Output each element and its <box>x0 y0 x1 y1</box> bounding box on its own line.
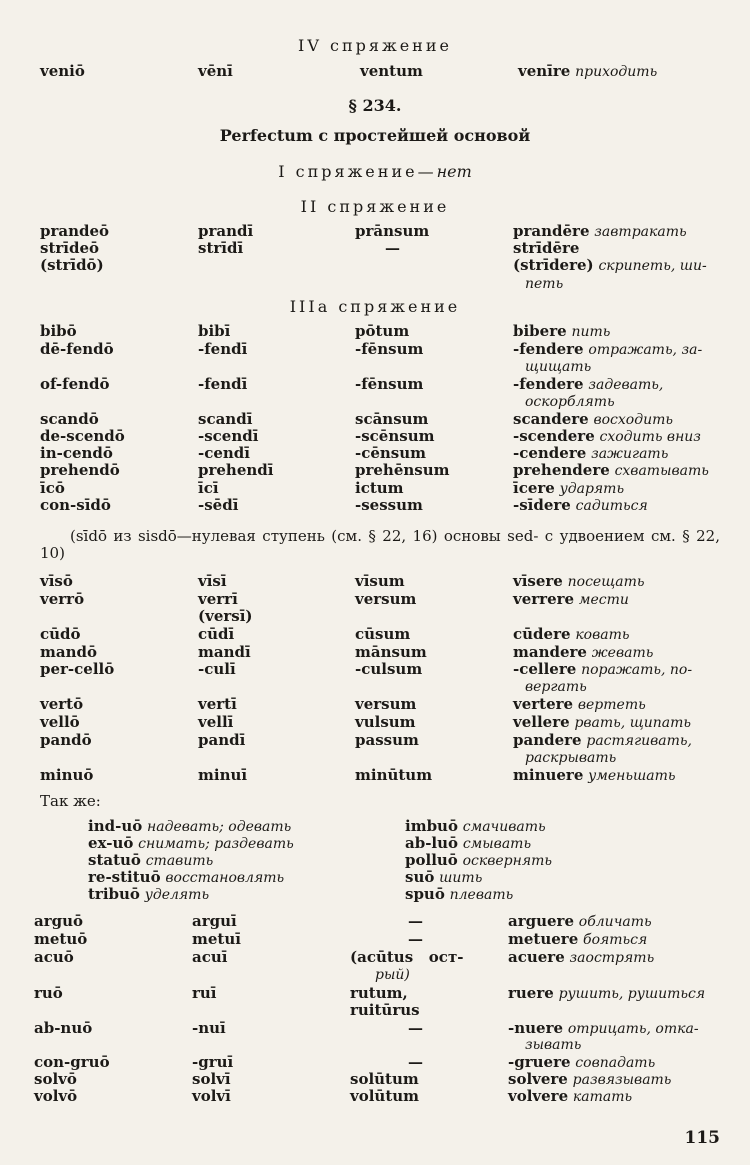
cell: cūsum <box>355 625 411 643</box>
table-row <box>0 240 750 258</box>
lat: (strīdere) <box>513 256 594 274</box>
cell <box>513 767 676 785</box>
cell: ruī <box>192 984 217 1002</box>
cell: passum <box>355 731 419 749</box>
cell: pandī <box>198 731 246 749</box>
rus: надевать; одевать <box>147 819 292 835</box>
rus: уменьшать <box>588 768 676 784</box>
cell: — <box>408 930 423 948</box>
cell <box>513 696 646 714</box>
lat: -scendere <box>513 427 595 445</box>
rus: ударять <box>559 481 625 497</box>
list-item <box>88 886 209 904</box>
cell: -nuī <box>192 1019 226 1037</box>
lat: arguere <box>508 912 575 930</box>
cell <box>513 497 648 515</box>
cell: metuō <box>34 930 88 948</box>
lat: -cendere <box>513 444 587 462</box>
rus: смачивать <box>462 819 546 835</box>
rus: рвать, щипать <box>574 715 691 731</box>
lat: cūdere <box>513 625 571 643</box>
cell <box>513 376 663 394</box>
cell: -fēnsum <box>355 375 424 393</box>
lat: ex-uō <box>88 834 134 852</box>
cell: acuī <box>192 948 228 966</box>
rus: восходить <box>593 412 673 428</box>
table-row <box>0 913 750 931</box>
table-row <box>0 608 750 626</box>
cell: bibī <box>198 322 231 340</box>
cell <box>508 931 647 949</box>
cell <box>513 714 691 732</box>
cell: prehēnsum <box>355 461 450 479</box>
cell: -sessum <box>355 496 423 514</box>
cell: versum <box>355 695 417 713</box>
cell: cūdī <box>198 625 235 643</box>
cell: scandī <box>198 410 253 428</box>
rus: ставить <box>145 853 214 869</box>
rus: рушить, рушиться <box>558 986 706 1002</box>
cell <box>513 573 644 591</box>
conj1-title <box>0 162 750 181</box>
lat: -gruere <box>508 1053 571 1071</box>
tak-zhe-label: Так же: <box>40 792 101 810</box>
lat: -fendere <box>513 340 584 358</box>
cell: veniō <box>40 62 85 80</box>
cell: metuī <box>192 930 241 948</box>
cell: -scēnsum <box>355 427 435 445</box>
cell: vertō <box>40 695 84 713</box>
continuation: вергать <box>525 679 587 695</box>
table-row <box>0 497 750 515</box>
cell: ruō <box>34 984 63 1002</box>
cell: (strīdō) <box>40 256 104 274</box>
lat: re-stituō <box>88 868 161 886</box>
table-row <box>0 257 750 275</box>
rus: приходить <box>575 64 658 80</box>
rus: шить <box>439 870 483 886</box>
rus: посещать <box>567 574 645 590</box>
cell: -scendī <box>198 427 259 445</box>
rus: садиться <box>575 498 648 514</box>
cell: arguī <box>192 912 237 930</box>
rus: совпадать <box>575 1055 656 1071</box>
lat: imbuō <box>405 817 458 835</box>
cell: mandō <box>40 643 97 661</box>
table-row <box>0 661 750 679</box>
lat: spuō <box>405 885 445 903</box>
cell: acuō <box>34 948 74 966</box>
lat: vellere <box>513 713 570 731</box>
cell <box>513 462 709 480</box>
lat: īcere <box>513 479 555 497</box>
lat: prehendere <box>513 461 610 479</box>
cell: -cendī <box>198 444 250 462</box>
rus: восстановлять <box>165 870 285 886</box>
cell: vellō <box>40 713 80 731</box>
cell: pandō <box>40 731 92 749</box>
note-paragraph: (sīdō из sisdō—нулевая ступень (см. § 22, 16) основы sed- с удвоением см. § 22, 10) <box>40 527 720 562</box>
perfectum-title: Perfectum с простейшей основой <box>219 126 531 145</box>
rus: развязывать <box>572 1072 672 1088</box>
cell <box>508 985 705 1003</box>
table-row <box>0 323 750 341</box>
list-item <box>405 886 513 904</box>
rus: смывать <box>462 836 532 852</box>
conj1-none: нет <box>436 162 472 181</box>
rus: растягивать, <box>586 733 693 749</box>
cell: de-scendō <box>40 427 125 445</box>
cell: mandī <box>198 643 251 661</box>
cell <box>508 913 652 931</box>
lat: volvere <box>508 1087 569 1105</box>
lat: metuere <box>508 930 579 948</box>
cell: solvī <box>192 1070 231 1088</box>
continuation: зывать <box>525 1037 582 1053</box>
table-row <box>0 931 750 949</box>
cell: con-gruō <box>34 1053 110 1071</box>
lat: ind-uō <box>88 817 143 835</box>
conj1-label: I спряжение— <box>278 162 437 181</box>
rus: бояться <box>583 932 648 948</box>
cell: minuī <box>198 766 248 784</box>
cell: -cēnsum <box>355 444 427 462</box>
cell: (acūtus ост- <box>350 948 464 966</box>
lat: solvere <box>508 1070 568 1088</box>
rus: пить <box>571 324 611 340</box>
table-row <box>0 591 750 609</box>
lat: -fendere <box>513 375 584 393</box>
cell: īcī <box>198 479 219 497</box>
cell: in-cendō <box>40 444 113 462</box>
cell: volvī <box>192 1087 231 1105</box>
table-row <box>0 376 750 394</box>
cell: con-sīdō <box>40 496 111 514</box>
cell: — <box>385 239 400 257</box>
rus: обличать <box>578 914 652 930</box>
cell: vulsum <box>355 713 416 731</box>
lat: -nuere <box>508 1019 564 1037</box>
lat: ruere <box>508 984 554 1002</box>
table-row <box>0 767 750 785</box>
continuation: петь <box>525 276 564 292</box>
cell: -culī <box>198 660 236 678</box>
rus: уделять <box>144 887 210 903</box>
lat: statuō <box>88 851 141 869</box>
cell: prānsum <box>355 222 430 240</box>
cell: -fendī <box>198 375 248 393</box>
cell: -sēdī <box>198 496 239 514</box>
cell: prehendī <box>198 461 274 479</box>
cell: prehendō <box>40 461 120 479</box>
rus: отрицать, отка- <box>567 1021 699 1037</box>
rus: ковать <box>575 627 630 643</box>
cell <box>513 323 610 341</box>
cell: vertī <box>198 695 237 713</box>
rus: схватывать <box>614 463 709 479</box>
cell <box>513 661 692 679</box>
lat: vīsere <box>513 572 563 590</box>
table-row <box>0 223 750 241</box>
cell: per-cellō <box>40 660 115 678</box>
cell: vīsī <box>198 572 227 590</box>
lat: vertere <box>513 695 574 713</box>
rus: заострять <box>569 950 655 966</box>
cell <box>508 1088 632 1106</box>
cell: bibō <box>40 322 77 340</box>
rus: вертеть <box>577 697 646 713</box>
cell: — <box>408 912 423 930</box>
continuation: рый) <box>375 967 410 983</box>
cell: dē-fendō <box>40 340 114 358</box>
cell: ruitūrus <box>350 1001 420 1019</box>
table-row <box>0 949 750 967</box>
cell: volvō <box>34 1087 78 1105</box>
lat: minuere <box>513 766 584 784</box>
table-row <box>0 462 750 480</box>
rus: поражать, по- <box>581 662 693 678</box>
cell: ab-nuō <box>34 1019 93 1037</box>
cell <box>518 63 657 81</box>
cell: rutum, <box>350 984 408 1002</box>
cell: vīsō <box>40 572 73 590</box>
conj4-row <box>0 63 750 81</box>
lat: polluō <box>405 851 458 869</box>
lat: bibere <box>513 322 567 340</box>
continuation: раскрывать <box>525 750 617 766</box>
table-row <box>0 696 750 714</box>
rus: жевать <box>591 645 654 661</box>
continuation: щищать <box>525 359 592 375</box>
cell: scandō <box>40 410 99 428</box>
cell: -culsum <box>355 660 423 678</box>
table-row <box>0 1002 750 1020</box>
lat: venīre <box>518 62 571 80</box>
cell <box>513 591 629 609</box>
cell: verrī <box>198 590 238 608</box>
rus: мести <box>578 592 629 608</box>
table-row <box>0 573 750 591</box>
lat: suō <box>405 868 435 886</box>
conj3a-title: IIIa спряжение <box>289 297 461 316</box>
table-row <box>0 732 750 750</box>
cell <box>508 1020 699 1038</box>
conj2-title: II спряжение <box>300 197 450 216</box>
cell: īcō <box>40 479 65 497</box>
table-row <box>0 626 750 644</box>
cell: — <box>408 1019 423 1037</box>
rus: завтракать <box>594 224 687 240</box>
lat: -cellere <box>513 660 577 678</box>
cell: vellī <box>198 713 234 731</box>
cell: strīdeō <box>40 239 100 257</box>
cell <box>508 949 654 967</box>
continuation: оскорблять <box>525 394 615 410</box>
rus: катать <box>572 1089 633 1105</box>
cell: -fēnsum <box>355 340 424 358</box>
cell: prandeō <box>40 222 110 240</box>
cell: of-fendō <box>40 375 110 393</box>
cell: vēnī <box>198 62 233 80</box>
cell: pōtum <box>355 322 410 340</box>
lat: verrere <box>513 590 575 608</box>
rus: снимать; раздевать <box>138 836 294 852</box>
lat: prandēre <box>513 222 590 240</box>
lat: scandere <box>513 410 589 428</box>
rus: плевать <box>449 887 514 903</box>
cell: — <box>408 1053 423 1071</box>
list-row <box>0 886 750 904</box>
cell: -fendī <box>198 340 248 358</box>
rus: осквернять <box>462 853 553 869</box>
rus: зажигать <box>591 446 669 462</box>
table-row <box>0 1088 750 1106</box>
table-row <box>0 714 750 732</box>
lat: acuere <box>508 948 565 966</box>
cell: strīdī <box>198 239 244 257</box>
cell: -gruī <box>192 1053 234 1071</box>
cell: vīsum <box>355 572 405 590</box>
cell <box>513 341 702 359</box>
rus: задевать, <box>588 377 664 393</box>
cell: ventum <box>360 62 423 80</box>
table-row <box>0 1020 750 1038</box>
cell: ictum <box>355 479 404 497</box>
table-row <box>0 341 750 359</box>
cell <box>513 732 692 750</box>
lat: pandere <box>513 731 582 749</box>
cell: cūdō <box>40 625 81 643</box>
cell <box>513 257 707 275</box>
rus: скрипеть, ши- <box>598 258 707 274</box>
cell: solvō <box>34 1070 77 1088</box>
cell: verrō <box>40 590 85 608</box>
rus: отражать, за- <box>588 342 703 358</box>
conj4-title: IV спряжение <box>298 36 452 55</box>
rus: сходить вниз <box>599 429 701 445</box>
cell: volūtum <box>350 1087 420 1105</box>
lat: mandere <box>513 643 587 661</box>
cell: minuō <box>40 766 94 784</box>
cell: mānsum <box>355 643 427 661</box>
cell: arguō <box>34 912 84 930</box>
lat: ab-luō <box>405 834 459 852</box>
lat: tribuō <box>88 885 140 903</box>
cell <box>513 240 579 257</box>
page-number: 115 <box>684 1128 720 1148</box>
lat: strīdēre <box>513 239 580 257</box>
cell: (versī) <box>198 607 253 625</box>
cell: versum <box>355 590 417 608</box>
cell: minūtum <box>355 766 433 784</box>
cell: solūtum <box>350 1070 419 1088</box>
cell: prandī <box>198 222 254 240</box>
section-number: § 234. <box>348 96 402 115</box>
cell <box>513 626 630 644</box>
lat: -sīdere <box>513 496 571 514</box>
cell: scānsum <box>355 410 429 428</box>
